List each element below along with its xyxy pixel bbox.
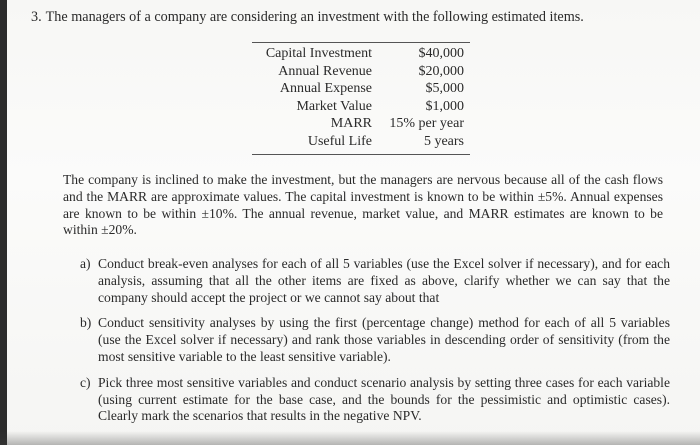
item-row-annual-revenue [252, 63, 470, 81]
part-letter: c) [80, 374, 91, 390]
item-label: MARR [330, 116, 372, 132]
question-title-text: The managers of a company are considering an investment with the following estimated items. [45, 9, 584, 25]
item-label: Annual Expense [279, 81, 372, 97]
part-text: Pick three most sensitive variables and conduct scenario analysis by setting three cases for each variable (using current estimate for the base case, and the bounds for the pessimistic and optimistic cases). Clearly mark the scenarios that results in the negative NPV. [98, 374, 670, 424]
item-value: $20,000 [418, 63, 464, 79]
context-paragraph: The company is inclined to make the investment, but the managers are nervous because all of the cash flows and the MARR are approximate values. The capital investment is known to be within ±5%. Annual expenses are known to be within ±10%. The annual revenue, market value, and MARR estimates are known to be within ±20%. [63, 172, 663, 238]
item-row-capital-investment [252, 45, 470, 63]
item-label: Useful Life [307, 133, 372, 149]
item-value: 5 years [423, 133, 464, 149]
item-label: Market Value [296, 98, 372, 114]
page-bottom-shadow [0, 431, 700, 445]
item-row-useful-life [252, 133, 470, 151]
item-value: $5,000 [425, 81, 464, 97]
question-title [31, 9, 584, 26]
question-part-c [80, 375, 670, 425]
part-text: Conduct sensitivity analyses by using the first (percentage change) method for each of all 5 variables (use the Excel solver if necessary) and rank those variables in descending order of sensitivity (from the most sensitive variable to the least sensitive variable). [98, 315, 670, 364]
part-letter: a) [80, 256, 91, 271]
item-value: $40,000 [418, 46, 464, 61]
question-number: 3. [31, 9, 42, 25]
estimated-items-table [252, 42, 470, 155]
page-left-edge [0, 0, 7, 445]
item-value: $1,000 [425, 98, 464, 114]
question-part-a [80, 256, 670, 306]
part-letter: b) [80, 315, 92, 331]
item-label: Annual Revenue [278, 63, 372, 79]
question-parts-list [80, 256, 670, 434]
item-label: Capital Investment [265, 46, 372, 61]
item-row-annual-expense [252, 80, 470, 98]
item-row-market-value [252, 98, 470, 116]
question-part-b [80, 315, 670, 365]
item-value: 15% per year [389, 116, 464, 132]
item-row-marr [252, 115, 470, 133]
part-text: Conduct break-even analyses for each of all 5 variables (use the Excel solver if necessary), and for each analysis, assuming that all the other items are fixed as above, clarify whether we can say that the company should accept the project or we cannot say about that [98, 256, 670, 305]
